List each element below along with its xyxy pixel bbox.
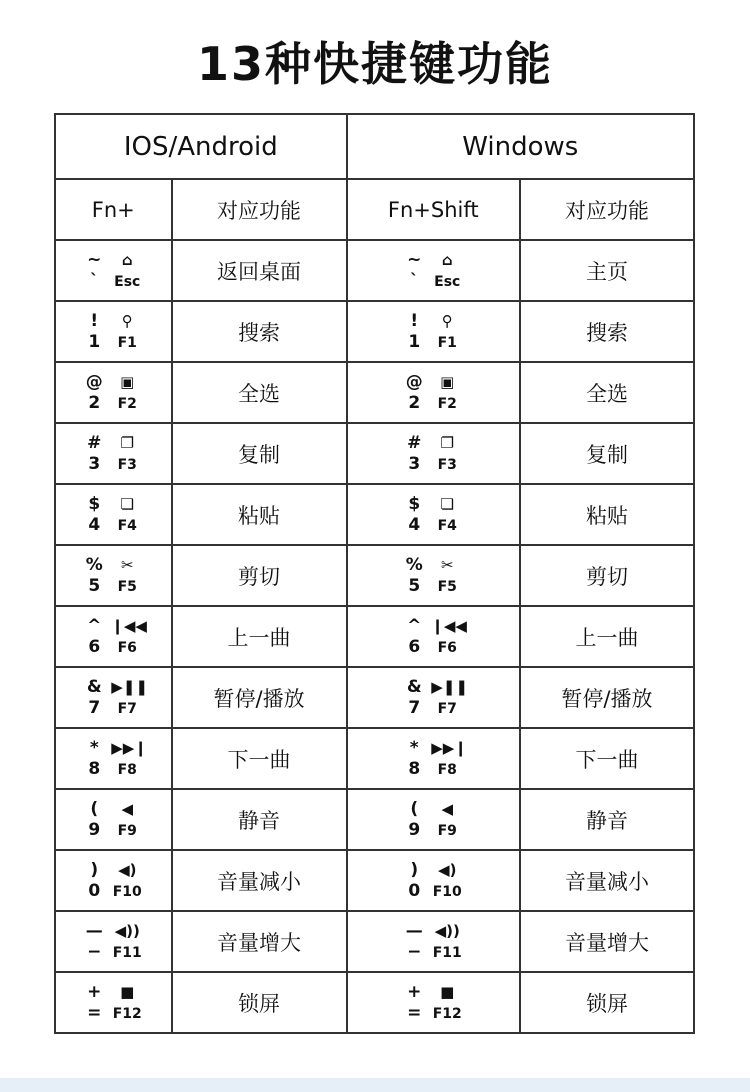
ios-function: 上一曲 bbox=[172, 606, 347, 667]
key-character: 6 bbox=[88, 637, 101, 657]
play-pause-icon: ▶❚❚ bbox=[111, 678, 148, 696]
ios-function: 下一曲 bbox=[172, 728, 347, 789]
function-key-label: F6 bbox=[437, 639, 457, 656]
ios-function: 暂停/播放 bbox=[172, 667, 347, 728]
shift-symbol: + bbox=[87, 982, 102, 1002]
ios-function: 锁屏 bbox=[172, 972, 347, 1033]
ios-function: 静音 bbox=[172, 789, 347, 850]
windows-function: 搜索 bbox=[520, 301, 694, 362]
function-key-label: F10 bbox=[432, 883, 462, 900]
windows-function: 复制 bbox=[520, 423, 694, 484]
copy-icon: ❐ bbox=[440, 434, 454, 452]
volume-up-icon: ◀)) bbox=[114, 922, 140, 940]
windows-function: 全选 bbox=[520, 362, 694, 423]
key-cell bbox=[347, 667, 520, 728]
function-key-label: F8 bbox=[117, 761, 137, 778]
function-key-label: F11 bbox=[112, 944, 142, 961]
table-row bbox=[55, 240, 694, 301]
table-row bbox=[55, 972, 694, 1033]
function-key-label: F6 bbox=[117, 639, 137, 656]
key-combo bbox=[403, 982, 463, 1024]
function-key-label: F9 bbox=[117, 822, 137, 839]
function-key-label: F4 bbox=[117, 517, 137, 534]
windows-function: 粘贴 bbox=[520, 484, 694, 545]
paste-icon: ❏ bbox=[440, 495, 454, 513]
shift-symbol: ( bbox=[90, 799, 99, 819]
shift-symbol: ( bbox=[410, 799, 419, 819]
lock-icon: ■ bbox=[440, 983, 455, 1001]
key-cell bbox=[347, 240, 520, 301]
scissors-icon: ✂ bbox=[440, 556, 454, 574]
shift-symbol: & bbox=[406, 677, 422, 697]
function-key-label: F3 bbox=[117, 456, 137, 473]
mute-icon: ◀ bbox=[441, 800, 454, 818]
key-combo bbox=[83, 555, 143, 597]
key-character: 3 bbox=[88, 454, 101, 474]
shift-symbol: — bbox=[405, 921, 423, 941]
shift-symbol: ) bbox=[90, 860, 99, 880]
function-key-label: F2 bbox=[437, 395, 457, 412]
function-key-label: Esc bbox=[434, 273, 461, 290]
key-character: 9 bbox=[408, 820, 421, 840]
key-combo bbox=[403, 921, 463, 963]
key-cell bbox=[55, 606, 172, 667]
shortcut-table bbox=[54, 113, 695, 1034]
key-cell bbox=[55, 667, 172, 728]
key-character: 0 bbox=[408, 881, 421, 901]
key-cell bbox=[347, 911, 520, 972]
ios-function: 音量增大 bbox=[172, 911, 347, 972]
function-key-label: Esc bbox=[114, 273, 141, 290]
table-row bbox=[55, 423, 694, 484]
key-cell bbox=[55, 362, 172, 423]
key-character: 2 bbox=[408, 393, 421, 413]
key-cell bbox=[55, 545, 172, 606]
function-key-label: F3 bbox=[437, 456, 457, 473]
shift-symbol: % bbox=[405, 555, 423, 575]
key-character: 1 bbox=[408, 332, 421, 352]
shift-symbol: # bbox=[87, 433, 102, 453]
key-cell bbox=[347, 362, 520, 423]
windows-function: 暂停/播放 bbox=[520, 667, 694, 728]
key-cell bbox=[347, 972, 520, 1033]
paste-icon: ❏ bbox=[120, 495, 134, 513]
ios-android-header: IOS/Android bbox=[55, 114, 347, 179]
table-row bbox=[55, 728, 694, 789]
select-all-icon: ▣ bbox=[440, 373, 455, 391]
function-key-label: F11 bbox=[432, 944, 462, 961]
home-icon: ⌂ bbox=[441, 251, 453, 269]
windows-function-header: 对应功能 bbox=[520, 179, 694, 240]
shift-symbol: ~ bbox=[87, 250, 102, 270]
key-combo bbox=[403, 555, 463, 597]
key-cell bbox=[347, 301, 520, 362]
table-row bbox=[55, 301, 694, 362]
key-cell bbox=[55, 911, 172, 972]
key-character: 4 bbox=[408, 515, 421, 535]
next-track-icon: ▶▶❙ bbox=[111, 739, 147, 757]
shift-symbol: + bbox=[407, 982, 422, 1002]
shift-symbol: ! bbox=[90, 311, 99, 331]
key-cell bbox=[347, 484, 520, 545]
ios-function: 返回桌面 bbox=[172, 240, 347, 301]
play-pause-icon: ▶❚❚ bbox=[431, 678, 468, 696]
key-character: 7 bbox=[88, 698, 101, 718]
windows-header: Windows bbox=[347, 114, 694, 179]
shift-symbol: % bbox=[85, 555, 103, 575]
key-cell bbox=[55, 850, 172, 911]
key-combo bbox=[403, 433, 463, 475]
ios-function: 复制 bbox=[172, 423, 347, 484]
key-combo bbox=[83, 921, 143, 963]
previous-track-icon: ❙◀◀ bbox=[111, 617, 147, 635]
scissors-icon: ✂ bbox=[120, 556, 134, 574]
key-character: 5 bbox=[408, 576, 421, 596]
function-key-label: F5 bbox=[117, 578, 137, 595]
windows-function: 音量增大 bbox=[520, 911, 694, 972]
shift-symbol: ^ bbox=[407, 616, 422, 636]
select-all-icon: ▣ bbox=[120, 373, 135, 391]
windows-function: 下一曲 bbox=[520, 728, 694, 789]
table-row bbox=[55, 850, 694, 911]
key-character: 9 bbox=[88, 820, 101, 840]
key-character: = bbox=[407, 1003, 422, 1023]
key-combo bbox=[83, 372, 143, 414]
key-character: ` bbox=[410, 271, 419, 291]
ios-function: 全选 bbox=[172, 362, 347, 423]
key-combo bbox=[403, 738, 467, 780]
function-key-label: F12 bbox=[432, 1005, 462, 1022]
key-cell bbox=[347, 606, 520, 667]
shift-symbol: @ bbox=[405, 372, 423, 392]
key-character: 0 bbox=[88, 881, 101, 901]
function-key-label: F9 bbox=[437, 822, 457, 839]
key-combo bbox=[403, 860, 463, 902]
function-key-label: F10 bbox=[112, 883, 142, 900]
key-combo bbox=[83, 311, 143, 353]
bottom-strip bbox=[0, 1078, 750, 1092]
ios-function: 音量减小 bbox=[172, 850, 347, 911]
shift-symbol: & bbox=[86, 677, 102, 697]
volume-down-icon: ◀) bbox=[438, 861, 457, 879]
windows-function: 音量减小 bbox=[520, 850, 694, 911]
lock-icon: ■ bbox=[120, 983, 135, 1001]
shift-symbol: ~ bbox=[407, 250, 422, 270]
shift-symbol: ! bbox=[410, 311, 419, 331]
key-cell bbox=[55, 240, 172, 301]
copy-icon: ❐ bbox=[120, 434, 134, 452]
key-cell bbox=[347, 789, 520, 850]
function-key-label: F8 bbox=[437, 761, 457, 778]
key-combo bbox=[403, 250, 463, 292]
key-combo bbox=[83, 677, 148, 719]
volume-down-icon: ◀) bbox=[118, 861, 137, 879]
key-character: − bbox=[87, 942, 102, 962]
windows-function: 剪切 bbox=[520, 545, 694, 606]
volume-up-icon: ◀)) bbox=[434, 922, 460, 940]
key-combo bbox=[403, 372, 463, 414]
next-track-icon: ▶▶❙ bbox=[431, 739, 467, 757]
key-combo bbox=[83, 433, 143, 475]
os-header-row bbox=[55, 114, 694, 179]
windows-function: 主页 bbox=[520, 240, 694, 301]
key-character: 8 bbox=[88, 759, 101, 779]
windows-function: 静音 bbox=[520, 789, 694, 850]
table-row bbox=[55, 667, 694, 728]
key-character: 8 bbox=[408, 759, 421, 779]
key-cell bbox=[55, 972, 172, 1033]
key-combo bbox=[83, 860, 143, 902]
table-row bbox=[55, 911, 694, 972]
key-combo bbox=[83, 738, 147, 780]
key-character: 3 bbox=[408, 454, 421, 474]
shift-symbol: # bbox=[407, 433, 422, 453]
shift-symbol: ) bbox=[410, 860, 419, 880]
key-combo bbox=[83, 982, 143, 1024]
search-icon: ⚲ bbox=[441, 312, 453, 330]
function-key-label: F2 bbox=[117, 395, 137, 412]
key-cell bbox=[347, 423, 520, 484]
function-key-label: F4 bbox=[437, 517, 457, 534]
key-character: 2 bbox=[88, 393, 101, 413]
key-character: 6 bbox=[408, 637, 421, 657]
shift-symbol: * bbox=[409, 738, 419, 758]
table-row bbox=[55, 484, 694, 545]
function-key-label: F1 bbox=[437, 334, 457, 351]
mute-icon: ◀ bbox=[121, 800, 134, 818]
shift-symbol: $ bbox=[408, 494, 421, 514]
table-row bbox=[55, 606, 694, 667]
shift-symbol: @ bbox=[85, 372, 103, 392]
ios-function: 剪切 bbox=[172, 545, 347, 606]
function-key-label: F5 bbox=[437, 578, 457, 595]
key-character: 5 bbox=[88, 576, 101, 596]
table-row bbox=[55, 362, 694, 423]
key-cell bbox=[347, 728, 520, 789]
shift-symbol: — bbox=[85, 921, 103, 941]
ios-function-header: 对应功能 bbox=[172, 179, 347, 240]
table-row bbox=[55, 789, 694, 850]
key-combo bbox=[403, 494, 463, 536]
key-cell bbox=[55, 484, 172, 545]
ios-function: 搜索 bbox=[172, 301, 347, 362]
function-key-label: F7 bbox=[437, 700, 457, 717]
ios-key-header: Fn+ bbox=[55, 179, 172, 240]
key-cell bbox=[55, 423, 172, 484]
previous-track-icon: ❙◀◀ bbox=[431, 617, 467, 635]
key-combo bbox=[83, 250, 143, 292]
ios-function: 粘贴 bbox=[172, 484, 347, 545]
key-character: − bbox=[407, 942, 422, 962]
windows-function: 锁屏 bbox=[520, 972, 694, 1033]
function-key-label: F1 bbox=[117, 334, 137, 351]
key-combo bbox=[403, 311, 463, 353]
key-combo bbox=[83, 494, 143, 536]
key-character: = bbox=[87, 1003, 102, 1023]
table-row bbox=[55, 545, 694, 606]
key-combo bbox=[83, 616, 147, 658]
key-cell bbox=[55, 301, 172, 362]
windows-key-header: Fn+Shift bbox=[347, 179, 520, 240]
key-combo bbox=[403, 616, 467, 658]
key-cell bbox=[347, 850, 520, 911]
windows-function: 上一曲 bbox=[520, 606, 694, 667]
key-combo bbox=[83, 799, 143, 841]
function-key-label: F7 bbox=[117, 700, 137, 717]
key-combo bbox=[403, 799, 463, 841]
shift-symbol: $ bbox=[88, 494, 101, 514]
key-character: 4 bbox=[88, 515, 101, 535]
key-combo bbox=[403, 677, 468, 719]
key-cell bbox=[55, 728, 172, 789]
key-character: ` bbox=[90, 271, 99, 291]
function-key-label: F12 bbox=[112, 1005, 142, 1022]
search-icon: ⚲ bbox=[121, 312, 133, 330]
column-header-row bbox=[55, 179, 694, 240]
page-title: 13种快捷键功能 bbox=[196, 37, 553, 91]
key-cell bbox=[55, 789, 172, 850]
key-cell bbox=[347, 545, 520, 606]
key-character: 1 bbox=[88, 332, 101, 352]
shift-symbol: ^ bbox=[87, 616, 102, 636]
home-icon: ⌂ bbox=[121, 251, 133, 269]
key-character: 7 bbox=[408, 698, 421, 718]
shift-symbol: * bbox=[89, 738, 99, 758]
